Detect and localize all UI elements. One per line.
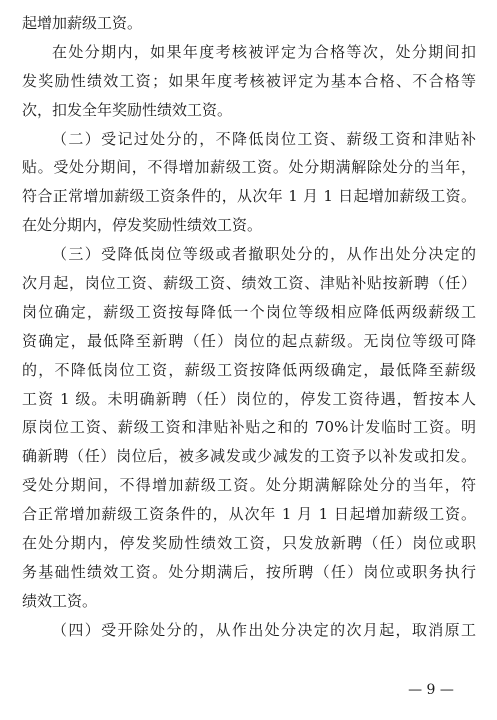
text-line: （四）受开除处分的，从作出处分决定的次月起，取消原工 (52, 620, 476, 639)
text-line: 务基础性绩效工资。处分期满后，按所聘（任）岗位或职务执行 (22, 562, 476, 581)
text-line: （三）受降低岗位等级或者撤职处分的，从作出处分决定的 (52, 245, 476, 264)
document-body (22, 9, 476, 645)
text-line: 受处分期间，不得增加薪级工资。处分期满解除处分的当年，符 (22, 476, 476, 495)
text-line: 发奖励性绩效工资；如果年度考核被评定为基本合格、不合格等 (22, 71, 476, 90)
text-line: 岗位确定，薪级工资按每降低一个岗位等级相应降低两级薪级工 (22, 302, 476, 321)
page-number: — 9 — (408, 682, 454, 698)
text-line: 原岗位工资、薪级工资和津贴补贴之和的 70%计发临时工资。明 (22, 418, 476, 437)
text-line: （二）受记过处分的，不降低岗位工资、薪级工资和津贴补 (52, 129, 476, 148)
text-line: 资确定，最低降至新聘（任）岗位的起点薪级。无岗位等级可降 (22, 331, 476, 350)
text-line: 贴。受处分期间，不得增加薪级工资。处分期满解除处分的当年， (22, 158, 476, 177)
text-line: 确新聘（任）岗位后，被多减发或少减发的工资予以补发或扣发。 (22, 447, 476, 466)
text-line: 绩效工资。 (22, 591, 98, 610)
text-line: 在处分期内，如果年度考核被评定为合格等次，处分期间扣 (52, 42, 476, 61)
text-line: 起增加薪级工资。 (22, 14, 143, 32)
text-line: 合正常增加薪级工资条件的，从次年 1 月 1 日起增加薪级工资。 (22, 505, 476, 524)
text-line: 在处分期内，停发奖励性绩效工资，只发放新聘（任）岗位或职 (22, 534, 476, 553)
text-line: 符合正常增加薪级工资条件的，从次年 1 月 1 日起增加薪级工资。 (22, 187, 476, 206)
text-line: 在处分期内，停发奖励性绩效工资。 (22, 216, 263, 235)
text-line: 次月起，岗位工资、薪级工资、绩效工资、津贴补贴按新聘（任） (22, 274, 476, 293)
text-line: 的，不降低岗位工资，薪级工资按降低两级确定，最低降至薪级 (22, 360, 476, 379)
text-line: 次，扣发全年奖励性绩效工资。 (22, 100, 233, 119)
text-line: 工资 1 级。未明确新聘（任）岗位的，停发工资待遇，暂按本人 (22, 389, 476, 408)
